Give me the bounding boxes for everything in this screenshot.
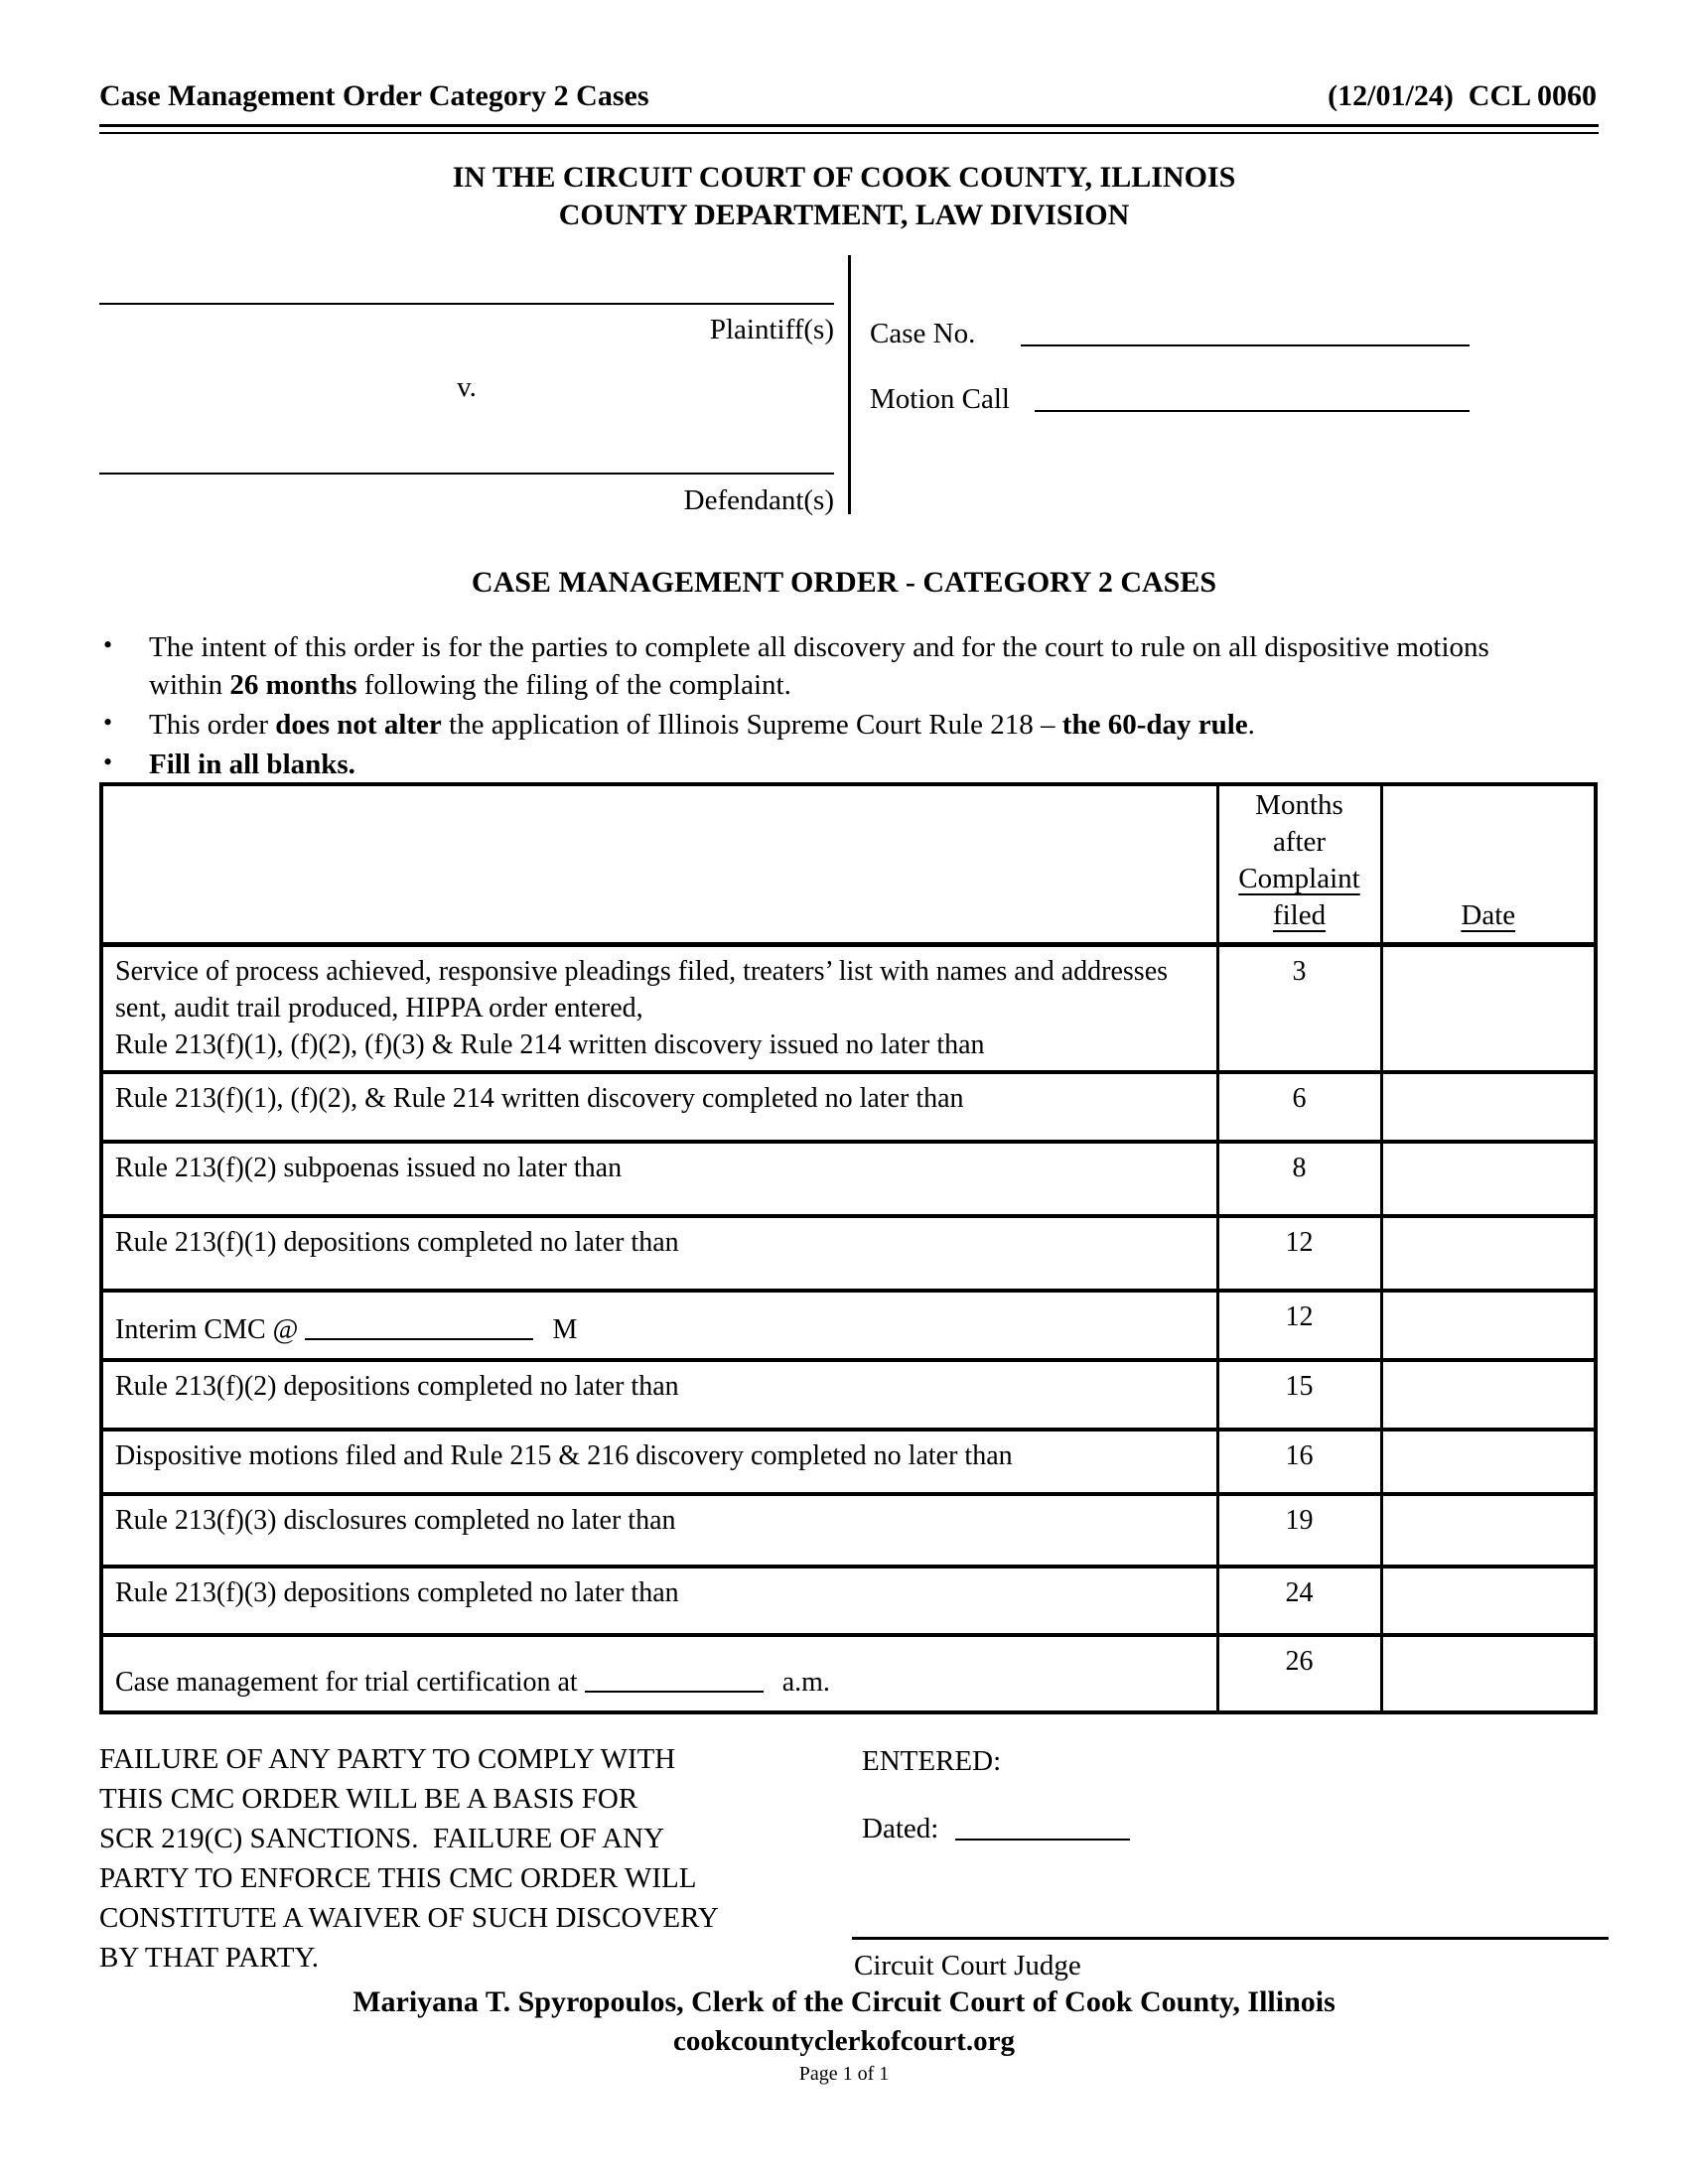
task-line (115, 1311, 1204, 1348)
task-line (115, 953, 1204, 1026)
text-run: Rule 213(f)(1) depositions completed no later than (115, 1226, 679, 1258)
task-line (115, 1502, 1204, 1539)
months-cell: 12 (1217, 1291, 1381, 1360)
date-cell[interactable] (1381, 1072, 1596, 1142)
task-line (115, 1574, 1204, 1611)
date-header-label: Date (1461, 899, 1516, 931)
case-no-label: Case No. (870, 318, 976, 349)
order-bullet (99, 746, 1567, 783)
task-cell (101, 1072, 1217, 1142)
judge-label: Circuit Court Judge (854, 1950, 1081, 1981)
text-run: Service of process achieved, responsive pleadings filed, treaters’ list with names and addresses sent, audit trail produced, HIPPA order entered, (115, 956, 1169, 1024)
schedule-row (101, 1635, 1596, 1712)
sanctions-warning-line: CONSTITUTE A WAIVER OF SUCH DISCOVERY (99, 1902, 719, 1934)
text-run: This order (149, 709, 276, 741)
plaintiff-label: Plaintiff(s) (709, 314, 834, 345)
months-after-complaint-header-cell (1217, 784, 1381, 945)
text-run: does not alter (275, 709, 442, 741)
text-run: Case management for trial certification at (115, 1666, 585, 1698)
case-no-field[interactable] (1021, 344, 1470, 346)
form-header-title: Case Management Order Category 2 Cases (99, 79, 649, 112)
task-cell (101, 1567, 1217, 1635)
bullet-icon: • (103, 748, 113, 776)
text-run: Rule 213(f)(1), (f)(2), & Rule 214 written discovery completed no later than (115, 1082, 964, 1114)
order-bullet (99, 706, 1567, 744)
task-line (115, 1368, 1204, 1405)
task-cell (101, 1360, 1217, 1430)
sanctions-warning-line: PARTY TO ENFORCE THIS CMC ORDER WILL (99, 1862, 697, 1894)
task-line (115, 1026, 1204, 1063)
motion-call-field[interactable] (1035, 410, 1470, 412)
schedule-row (101, 1142, 1596, 1216)
schedule-table-container (99, 782, 1598, 1714)
text-run: the 60-day rule (1061, 709, 1248, 741)
date-cell[interactable] (1381, 1216, 1596, 1291)
date-cell[interactable] (1381, 1494, 1596, 1567)
schedule-row (101, 1072, 1596, 1142)
task-line (115, 1224, 1204, 1261)
text-run: Dispositive motions filed and Rule 215 & 216 discovery completed no later than (115, 1439, 1013, 1471)
fill-in-blank[interactable] (585, 1665, 764, 1693)
months-header-line: after (1272, 826, 1327, 858)
task-cell (101, 1635, 1217, 1712)
date-cell[interactable] (1381, 945, 1596, 1072)
task-header-cell (101, 784, 1217, 945)
text-run: The intent of this order is for the parties to complete all discovery and for the court to rule on all dispositive motions within (149, 631, 1497, 701)
months-cell: 6 (1217, 1072, 1381, 1142)
date-cell[interactable] (1381, 1291, 1596, 1360)
date-cell[interactable] (1381, 1567, 1596, 1635)
order-title: CASE MANAGEMENT ORDER - CATEGORY 2 CASES (471, 566, 1217, 599)
form-revision-code: (12/01/24) CCL 0060 (1328, 79, 1597, 112)
task-line (115, 1664, 1204, 1701)
task-cell (101, 1494, 1217, 1567)
plaintiff-name-field[interactable] (99, 303, 834, 305)
months-header-line: Months (1255, 789, 1343, 821)
months-header-line: filed (1272, 899, 1327, 931)
text-run: Rule 213(f)(3) disclosures completed no later than (115, 1504, 676, 1536)
task-line (115, 1437, 1204, 1474)
motion-call-label: Motion Call (870, 383, 1010, 415)
text-run: . (1247, 709, 1255, 741)
defendant-name-field[interactable] (99, 473, 834, 475)
months-cell: 16 (1217, 1430, 1381, 1494)
text-run: Rule 213(f)(3) depositions completed no later than (115, 1576, 679, 1608)
months-cell: 24 (1217, 1567, 1381, 1635)
text-run: Rule 213(f)(2) subpoenas issued no later than (115, 1152, 623, 1183)
page-number: Page 1 of 1 (798, 2063, 890, 2085)
text-run: 26 months (229, 669, 357, 701)
task-cell (101, 1430, 1217, 1494)
text-run: the application of Illinois Supreme Court Rule 218 – (441, 709, 1062, 741)
text-run: following the filing of the complaint. (356, 669, 791, 701)
schedule-table (99, 782, 1598, 1714)
task-cell (101, 1291, 1217, 1360)
schedule-row (101, 1360, 1596, 1430)
months-cell: 3 (1217, 945, 1381, 1072)
dated-field[interactable] (955, 1839, 1130, 1841)
date-cell[interactable] (1381, 1635, 1596, 1712)
sanctions-warning-line: BY THAT PARTY. (99, 1942, 319, 1974)
court-name-line: IN THE CIRCUIT COURT OF COOK COUNTY, ILLINOIS (452, 161, 1236, 194)
entered-label: ENTERED: (862, 1745, 1002, 1777)
schedule-header-row (101, 784, 1596, 945)
months-cell: 12 (1217, 1216, 1381, 1291)
months-cell: 26 (1217, 1635, 1381, 1712)
task-cell (101, 1216, 1217, 1291)
schedule-row (101, 1494, 1596, 1567)
text-run: Rule 213(f)(1), (f)(2), (f)(3) & Rule 214 written discovery issued no later than (115, 1029, 985, 1060)
months-cell: 8 (1217, 1142, 1381, 1216)
task-line (115, 1080, 1204, 1117)
months-cell: 15 (1217, 1360, 1381, 1430)
schedule-row (101, 1216, 1596, 1291)
sanctions-warning-block (99, 1739, 719, 1978)
months-cell: 19 (1217, 1494, 1381, 1567)
sanctions-warning-line: THIS CMC ORDER WILL BE A BASIS FOR (99, 1783, 638, 1815)
bullet-text (149, 709, 1255, 741)
date-cell[interactable] (1381, 1360, 1596, 1430)
date-cell[interactable] (1381, 1430, 1596, 1494)
sanctions-warning-line: SCR 219(C) SANCTIONS. FAILURE OF ANY (99, 1823, 665, 1854)
dated-label: Dated: (862, 1813, 939, 1844)
date-header-cell (1381, 784, 1596, 945)
date-cell[interactable] (1381, 1142, 1596, 1216)
schedule-row (101, 1430, 1596, 1494)
judge-signature-field[interactable] (852, 1937, 1609, 1940)
text-run: Rule 213(f)(2) depositions completed no later than (115, 1370, 679, 1402)
text-run: a.m. (774, 1666, 830, 1698)
task-line (115, 1150, 1204, 1186)
bullet-icon: • (103, 708, 113, 737)
schedule-row (101, 1291, 1596, 1360)
text-run: Fill in all blanks. (149, 749, 355, 780)
months-header-line: Complaint (1238, 863, 1360, 894)
court-division-line: COUNTY DEPARTMENT, LAW DIVISION (558, 199, 1130, 231)
bullet-text (149, 749, 355, 780)
versus-label: v. (457, 371, 477, 403)
task-cell (101, 1142, 1217, 1216)
text-run: Interim CMC @ (115, 1313, 306, 1345)
sanctions-warning-line: FAILURE OF ANY PARTY TO COMPLY WITH (99, 1743, 676, 1775)
order-bullet (99, 628, 1567, 704)
clerk-footer-line: Mariyana T. Spyropoulos, Clerk of the Circuit Court of Cook County, Illinois (352, 1985, 1336, 2018)
fill-in-blank[interactable] (305, 1312, 533, 1340)
task-cell (101, 945, 1217, 1072)
text-run: M (545, 1313, 578, 1345)
clerk-website: cookcountyclerkofcourt.org (673, 2025, 1015, 2057)
court-heading (0, 159, 1688, 234)
defendant-label: Defendant(s) (683, 484, 834, 516)
bullet-icon: • (103, 630, 113, 659)
order-bullet-list (99, 628, 1567, 785)
schedule-row (101, 945, 1596, 1072)
bullet-text (149, 631, 1496, 701)
caption-divider-line (848, 255, 851, 514)
schedule-row (101, 1567, 1596, 1635)
header-double-rule (99, 124, 1599, 134)
